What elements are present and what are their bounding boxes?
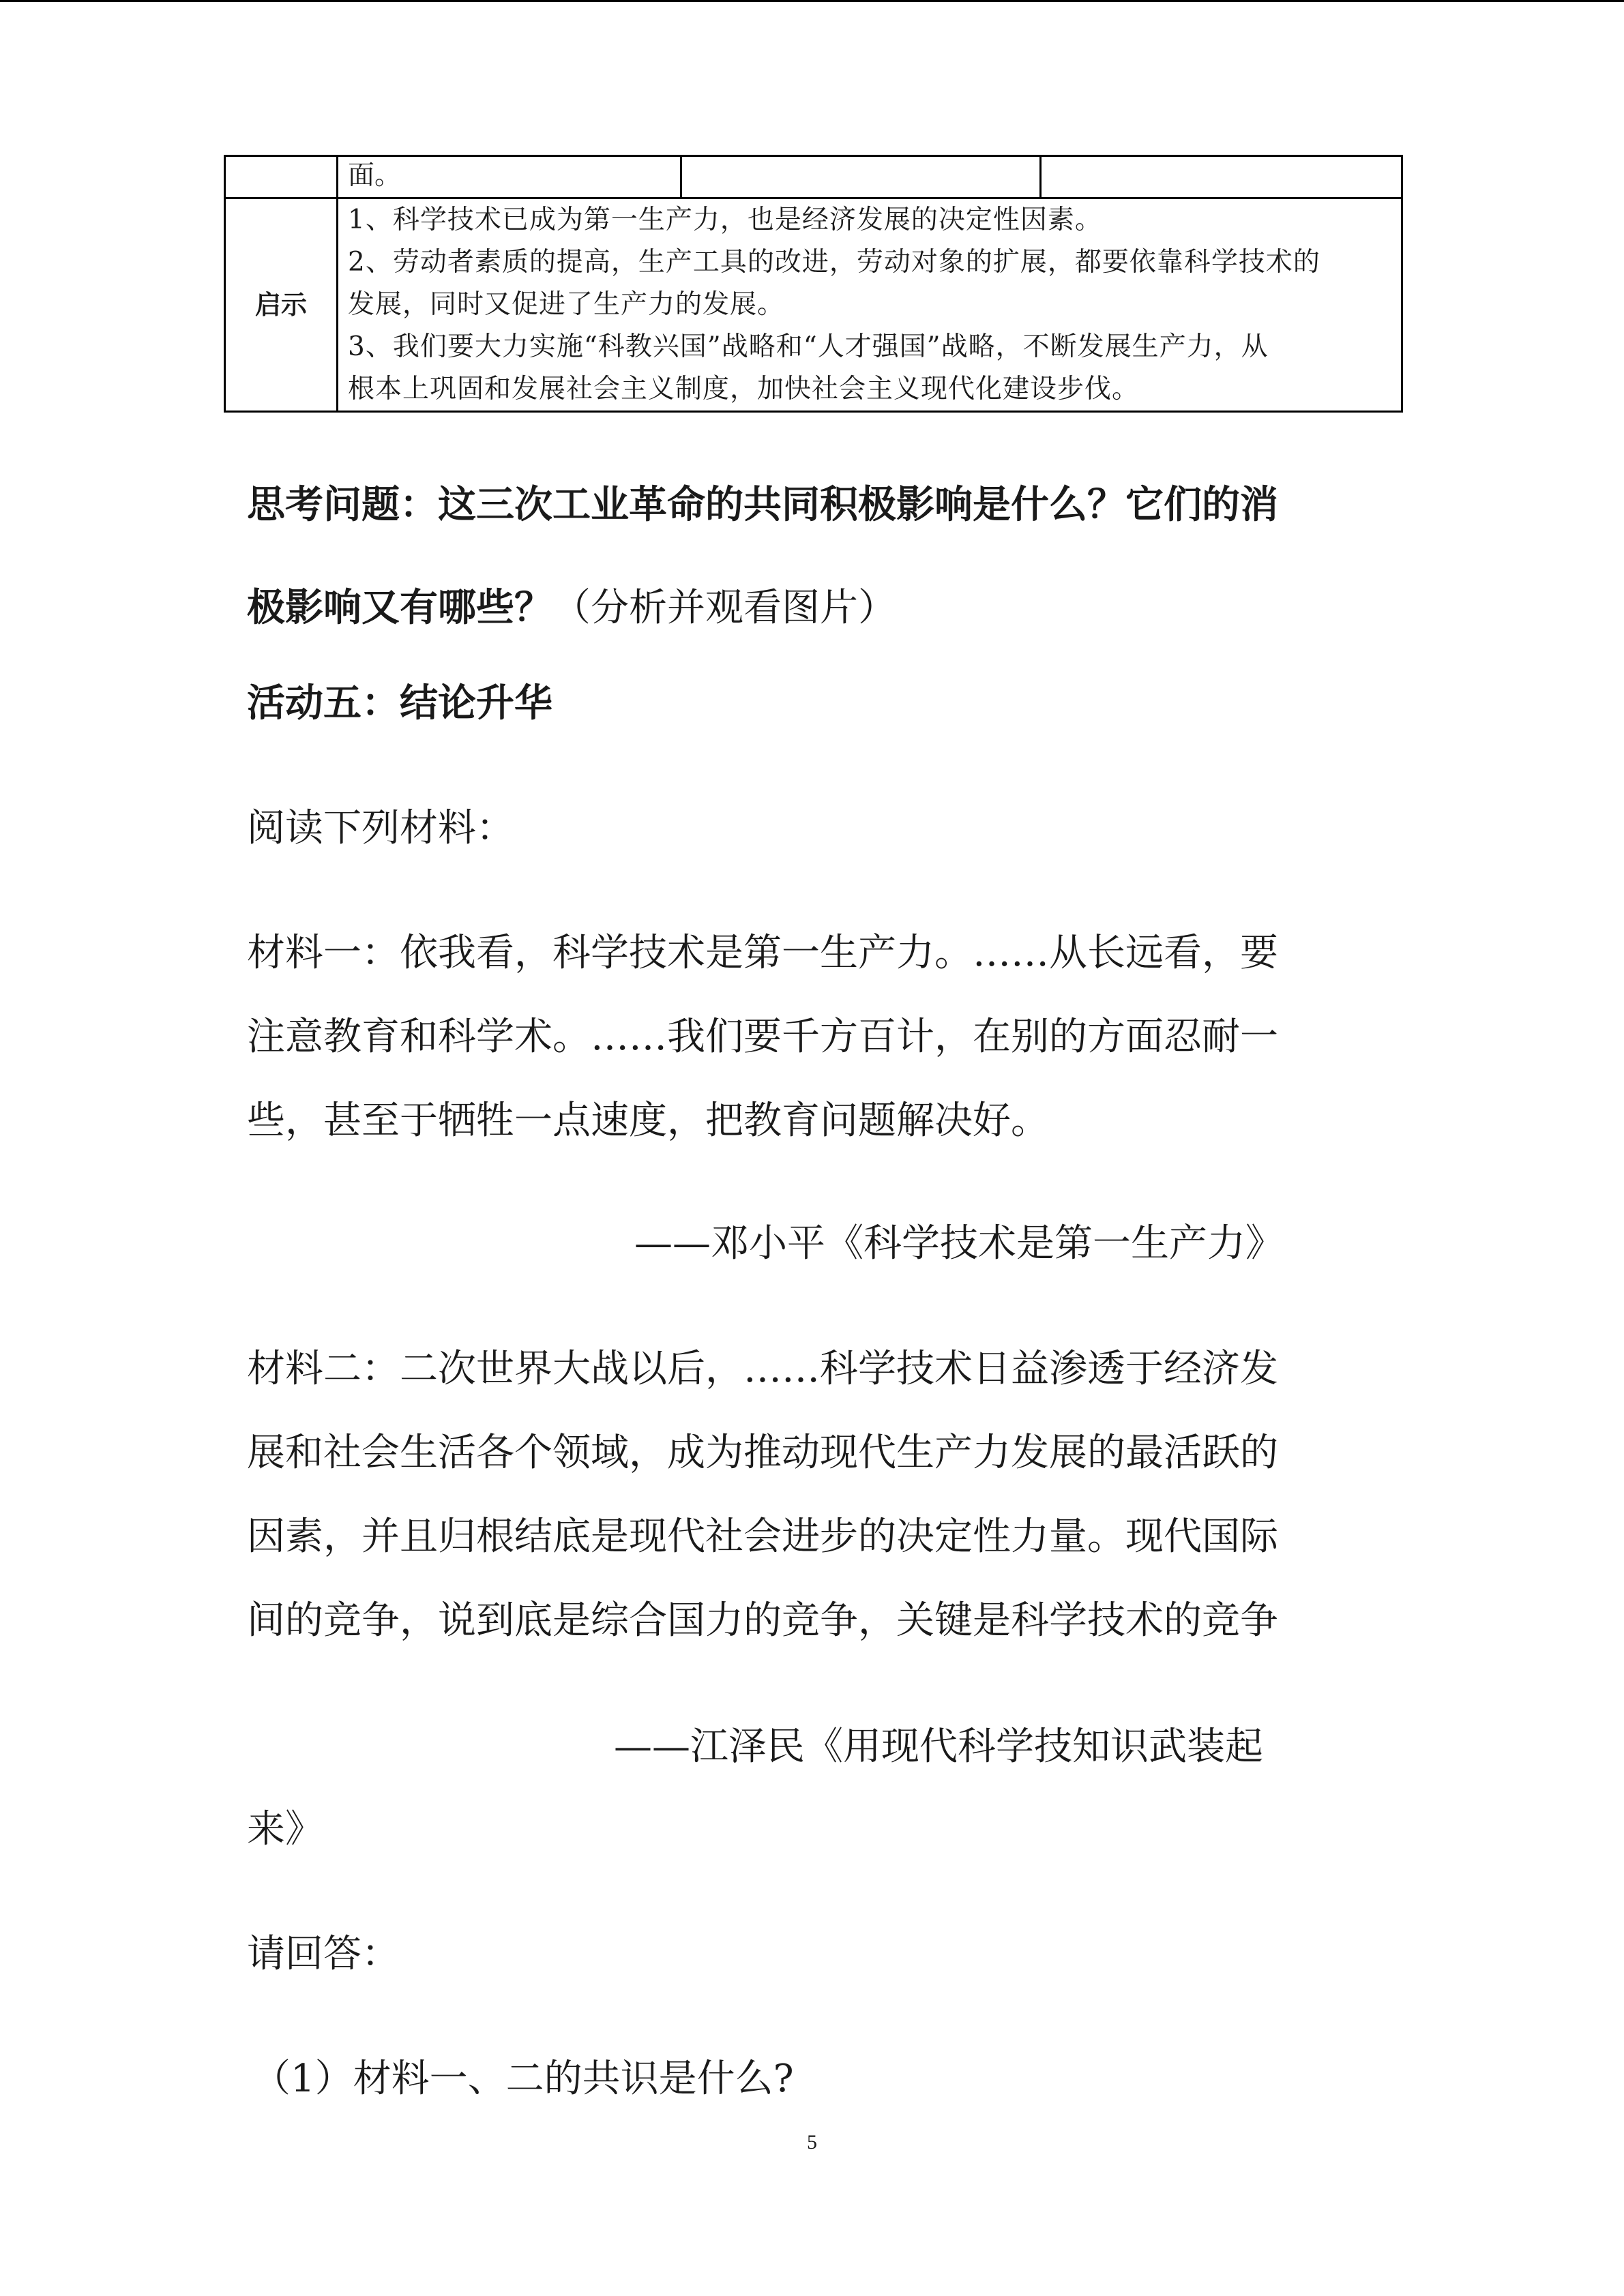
insight-line: 3、我们要大力实施“科教兴国”战略和“人才强国”战略，不断发展生产力，从 <box>348 331 1269 362</box>
material-two <box>247 1327 1365 1663</box>
table-cell: 面。 <box>338 156 681 198</box>
material-one-source: ——邓小平《科学技术是第一生产力》 <box>634 1221 1284 1266</box>
answer-prompt: 请回答： <box>247 1932 400 1976</box>
question-one: （1）材料一、二的共识是什么? <box>252 2057 794 2101</box>
table-cell <box>1041 156 1402 198</box>
material-two-line: 展和社会生活各个领域，成为推动现代生产力发展的最活跃的 <box>247 1431 1278 1475</box>
page-top-border <box>0 0 1624 2</box>
material-two-source-cont: 来》 <box>247 1807 323 1851</box>
material-one-line: 些，甚至于牺牲一点速度，把教育问题解决好。 <box>247 1099 1049 1143</box>
material-two-line: 间的竞争，说到底是综合国力的竞争，关键是科学技术的竞争 <box>247 1598 1278 1643</box>
page-number: 5 <box>807 2131 817 2153</box>
material-two-source: ——江泽民《用现代科学技知识武装起 <box>614 1725 1263 1769</box>
summary-table <box>224 155 1403 413</box>
table-cell <box>681 156 1041 198</box>
material-one-line: 材料一：依我看，科学技术是第一生产力。……从长远看，要 <box>247 931 1278 975</box>
material-two-line: 材料二：二次世界大战以后，……科学技术日益渗透于经济发 <box>247 1347 1278 1391</box>
table-row <box>225 156 1402 198</box>
think-question-bold: 极影响又有哪些？ <box>247 586 552 630</box>
table-cell-empty <box>225 156 338 198</box>
insight-line: 根本上巩固和发展社会主义制度，加快社会主义现代化建设步伐。 <box>348 374 1140 404</box>
material-one <box>247 911 1365 1163</box>
think-question-line-1: 思考问题：这三次工业革命的共同积极影响是什么？它们的消 <box>247 483 1278 527</box>
think-question-line-2 <box>247 556 1365 659</box>
activity-title: 活动五：结论升华 <box>247 681 552 726</box>
insight-line: 1、科学技术已成为第一生产力，也是经济发展的决定性因素。 <box>348 205 1102 235</box>
think-question <box>247 453 1365 659</box>
insight-line: 2、劳动者素质的提高，生产工具的改进，劳动对象的扩展，都要依靠科学技术的 <box>348 247 1320 278</box>
material-two-line: 因素，并且归根结底是现代社会进步的决定性力量。现代国际 <box>247 1515 1278 1559</box>
insight-line: 发展，同时又促进了生产力的发展。 <box>348 289 785 320</box>
reading-intro: 阅读下列材料： <box>247 806 514 850</box>
table-row-insight <box>225 198 1402 412</box>
insight-label: 启示 <box>225 198 338 412</box>
think-question-note: （分析并观看图片） <box>552 586 896 630</box>
insight-content <box>338 198 1402 412</box>
material-one-line: 注意教育和科学术。……我们要千方百计，在别的方面忍耐一 <box>247 1015 1278 1059</box>
